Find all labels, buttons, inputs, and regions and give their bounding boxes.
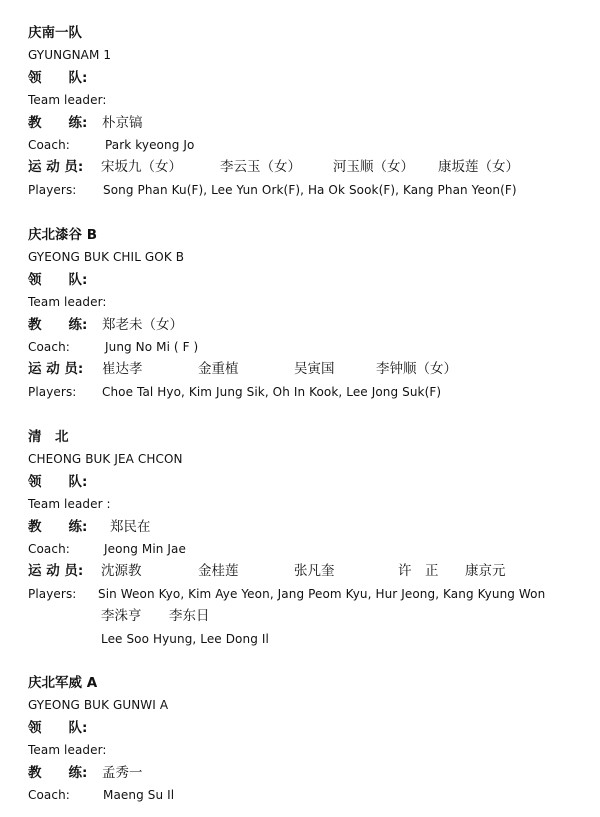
team-block <box>28 426 588 650</box>
players-names-en: Choe Tal Hyo, Kim Jung Sik, Oh In Kook, Lee Jong Suk(F) <box>102 384 442 399</box>
player-name-zh: 许 正 <box>398 563 439 580</box>
leader-label-zh: 领 队: <box>28 473 88 490</box>
leader-label-en: Team leader : <box>28 497 111 512</box>
coach-name-zh: 孟秀一 <box>102 764 143 781</box>
coach-label-zh: 教 练: <box>28 114 88 131</box>
player-name-zh: 宋坂九（女） <box>101 159 182 176</box>
players-label-zh: 运 动 员: <box>28 159 84 176</box>
player-name-zh: 沈源教 <box>101 563 142 580</box>
player-name-zh: 吴寅国 <box>294 361 335 378</box>
coach-row-en <box>28 784 588 806</box>
coach-row-zh <box>28 762 588 784</box>
player-name-zh: 崔达孝 <box>102 361 143 378</box>
players-label-en: Players: <box>28 384 77 399</box>
player-name-zh: 河玉顺（女） <box>333 159 414 176</box>
players-row-zh <box>28 560 588 582</box>
players-names-en: Sin Weon Kyo, Kim Aye Yeon, Jang Peom Kyu, Hur Jeong, Kang Kyung Won <box>98 586 546 601</box>
team-block <box>28 22 588 201</box>
team-title-en: GYEONG BUK CHIL GOK B <box>28 250 185 265</box>
coach-row-en <box>28 538 588 560</box>
players-row-zh <box>28 358 588 380</box>
leader-label-en: Team leader: <box>28 93 107 108</box>
coach-label-en: Coach: <box>28 787 70 802</box>
coach-name-zh: 郑老未（女） <box>102 316 183 333</box>
leader-label-zh: 领 队: <box>28 719 88 736</box>
players-row-en <box>28 381 588 403</box>
coach-label-zh: 教 练: <box>28 316 88 333</box>
leader-label-en: Team leader: <box>28 743 107 758</box>
coach-row-zh <box>28 112 588 134</box>
player-name-zh: 金重植 <box>198 361 239 378</box>
players-label-zh: 运 动 员: <box>28 563 84 580</box>
coach-label-zh: 教 练: <box>28 764 88 781</box>
team-title-en: GYEONG BUK GUNWI A <box>28 698 169 713</box>
team-title-zh: 庆北军威 A <box>28 675 98 691</box>
team-title-zh: 清 北 <box>28 429 69 445</box>
coach-name-zh: 郑民在 <box>110 518 151 535</box>
coach-name-en: Jeong Min Jae <box>104 541 186 556</box>
coach-label-en: Coach: <box>28 339 70 354</box>
players-names-en: Song Phan Ku(F), Lee Yun Ork(F), Ha Ok Sook(F), Kang Phan Yeon(F) <box>103 182 517 197</box>
coach-row-en <box>28 134 588 156</box>
coach-name-en: Maeng Su Il <box>103 787 175 802</box>
player-name-zh: 康坂莲（女） <box>438 159 519 176</box>
coach-name-en: Park kyeong Jo <box>105 137 195 152</box>
leader-label-en: Team leader: <box>28 295 107 310</box>
players-row-en-2 <box>28 628 588 650</box>
coach-row-zh <box>28 516 588 538</box>
player-name-zh: 康京元 <box>465 563 506 580</box>
team-title-zh: 庆南一队 <box>28 25 82 41</box>
player-name-zh: 张凡奎 <box>294 563 335 580</box>
player-name-zh: 李钟顺（女） <box>376 361 457 378</box>
leader-label-zh: 领 队: <box>28 271 88 288</box>
players-label-en: Players: <box>28 586 77 601</box>
coach-row-zh <box>28 314 588 336</box>
leader-label-zh: 领 队: <box>28 69 88 86</box>
team-title-en: CHEONG BUK JEA CHCON <box>28 452 183 467</box>
players-row-zh-2 <box>28 605 588 627</box>
team-block <box>28 672 588 806</box>
players-row-en <box>28 179 588 201</box>
player-name-zh: 李云玉（女） <box>220 159 301 176</box>
players-row-zh <box>28 156 588 178</box>
players-label-en: Players: <box>28 182 77 197</box>
coach-label-en: Coach: <box>28 137 70 152</box>
coach-label-zh: 教 练: <box>28 518 88 535</box>
player-name-zh: 李东日 <box>169 608 210 625</box>
coach-name-zh: 朴京镐 <box>102 114 143 131</box>
team-block <box>28 224 588 403</box>
players-names-en-2: Lee Soo Hyung, Lee Dong Il <box>101 631 269 646</box>
team-title-zh: 庆北漆谷 B <box>28 227 97 243</box>
player-name-zh: 李洙亨 <box>101 608 142 625</box>
player-name-zh: 金桂莲 <box>198 563 239 580</box>
coach-row-en <box>28 336 588 358</box>
coach-label-en: Coach: <box>28 541 70 556</box>
players-row-en <box>28 583 588 605</box>
coach-name-en: Jung No Mi ( F ) <box>105 339 199 354</box>
players-label-zh: 运 动 员: <box>28 361 84 378</box>
team-title-en: GYUNGNAM 1 <box>28 48 112 63</box>
